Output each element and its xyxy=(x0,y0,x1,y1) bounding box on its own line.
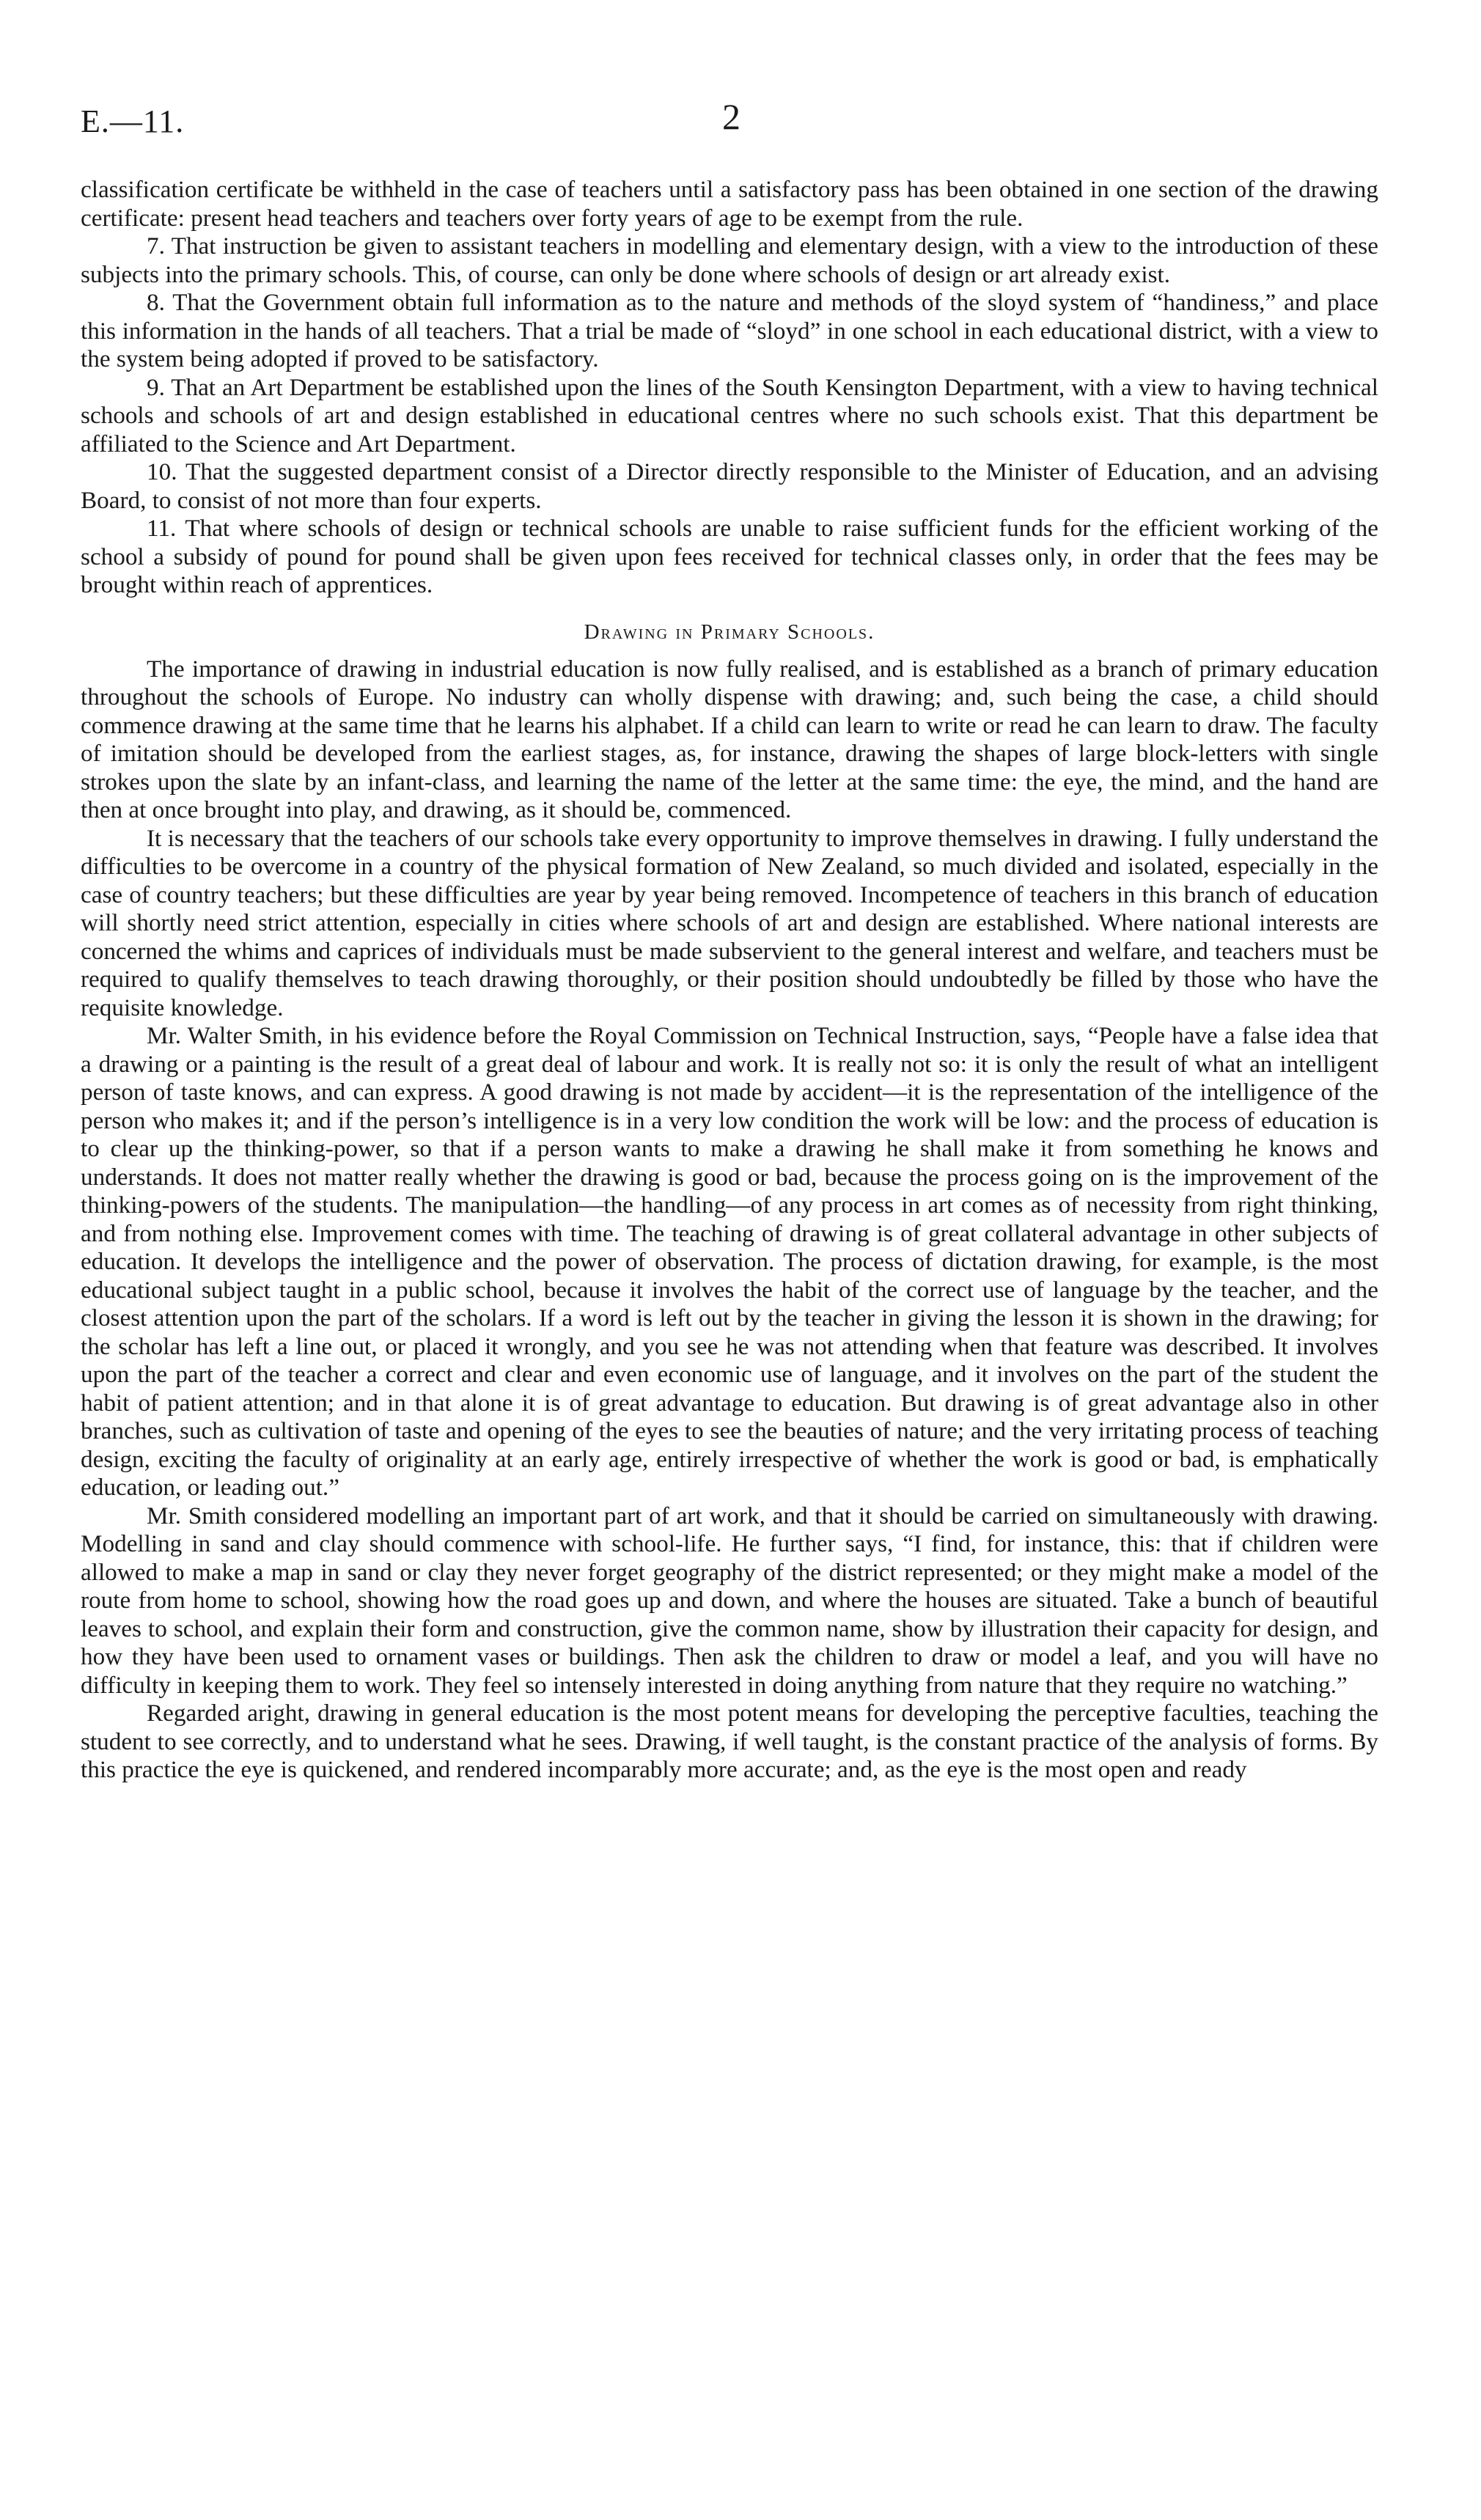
recommendation-continuation: classification certificate be withheld in the case of teachers until a satisfactory pass has been obtained in one section of the drawing certificate: present head teachers and teachers over forty years of age to be exempt from the rule. xyxy=(81,176,1378,232)
paragraph: Regarded aright, drawing in general education is the most potent means for developing the perceptive faculties, teaching the student to see correctly, and to understand what he sees. Drawing, if well taught, is the constant practice of the analysis of forms. By this practice the eye is quickened, and rendered incomparably more accurate; and, as the eye is the most open and ready xyxy=(81,1700,1378,1783)
recommendation-7: 7. That instruction be given to assistant teachers in modelling and elementary design, with a view to the introduction of these subjects into the primary schools. This, of course, can only be done where schools of design or art already exist. xyxy=(81,232,1378,288)
page-number: 2 xyxy=(722,96,740,137)
document-reference: E.—11. xyxy=(81,103,185,139)
recommendation-11: 11. That where schools of design or technical schools are unable to raise sufficient funds for the efficient working of the school a subsidy of pound for pound shall be given upon fees received for technical classes only, in order that the fees may be brought within reach of apprentices. xyxy=(81,515,1378,598)
recommendation-8: 8. That the Government obtain full information as to the nature and methods of the sloyd system of “handiness,” and place this information in the hands of all teachers. That a trial be made of “sloyd” in one school in each educational district, with a view to the system being adopted if proved to be satisfactory. xyxy=(81,289,1378,372)
document-body xyxy=(81,176,1378,1785)
paragraph: Mr. Smith considered modelling an important part of art work, and that it should be carried on simultaneously with drawing. Modelling in sand and clay should commence with school-life. He further says, “I find, for instance, this: that if children were allowed to make a map in sand or clay they never forget geography of the district represented; or they might make a model of the route from home to school, showing how the road goes up and down, and where the houses are situated. Take a bunch of beautiful leaves to school, and explain their form and construction, give the common name, show by illustration their capacity for design, and how they have been used to ornament vases or buildings. Then ask the children to draw or model a leaf, and you will have no difficulty in keeping them to work. They feel so intensely interested in doing anything from nature that they require no watching.” xyxy=(81,1502,1378,1699)
page-header xyxy=(81,95,1378,176)
paragraph: Mr. Walter Smith, in his evidence before the Royal Commission on Technical Instruction, says, “People have a false idea that a drawing or a painting is the result of a great deal of labour and work. It is really not so: it is only the result of what an intelligent person of taste knows, and can express. A good drawing is not made by accident—it is the representation of the intelligence of the person who makes it; and if the person’s intelligence is in a very low condition the work will be low: and the process of education is to clear up the thinking-power, so that if a person wants to make a drawing he shall make it from something he knows and understands. It does not matter really whether the drawing is good or bad, because the process going on is the improvement of the thinking-powers of the students. The manipulation—the handling—of any process in art comes as of necessity from right thinking, and from nothing else. Improvement comes with time. The teaching of drawing is of great collateral advantage in other subjects of education. It develops the intelligence and the power of observation. The process of dictation drawing, for example, is the most educational subject taught in a public school, because it involves the habit of the correct use of language by the teacher, and the closest attention upon the part of the scholars. If a word is left out by the teacher in giving the lesson it is shown in the drawing; for the scholar has left a line out, or placed it wrongly, and you see he was not attending when that feature was described. It involves upon the part of the teacher a correct and clear and even economic use of language, and it involves on the part of the student the habit of patient attention; and in that alone it is of great advantage to education. But drawing is of great advantage also in other branches, such as cultivation of taste and opening of the eyes to see the beauties of nature; and the very irritating process of teaching design, exciting the faculty of originality at an early age, entirely irrespective of whether the work is good or bad, is emphatically education, or leading out.” xyxy=(81,1022,1378,1501)
document-page xyxy=(81,95,1378,1785)
recommendation-10: 10. That the suggested department consist of a Director directly responsible to the Minister of Education, and an advising Board, to consist of not more than four experts. xyxy=(81,458,1378,514)
section-heading: Drawing in Primary Schools. xyxy=(584,620,875,644)
paragraph: The importance of drawing in industrial education is now fully realised, and is established as a branch of primary education throughout the schools of Europe. No industry can wholly dispense with drawing; and, such being the case, a child should commence drawing at the same time that he learns his alphabet. If a child can learn to write or read he can learn to draw. The faculty of imitation should be developed from the earliest stages, as, for instance, drawing the shapes of large block-letters with single strokes upon the slate by an infant-class, and learning the name of the letter at the same time: the eye, the mind, and the hand are then at once brought into play, and drawing, as it should be, commenced. xyxy=(81,655,1378,823)
paragraph: It is necessary that the teachers of our schools take every opportunity to improve themselves in drawing. I fully understand the difficulties to be overcome in a country of the physical formation of New Zealand, so much divided and isolated, especially in the case of country teachers; but these difficulties are year by year being removed. Incompetence of teachers in this branch of education will shortly need strict attention, especially in cities where schools of art and design are established. Where national interests are concerned the whims and caprices of individuals must be made subservient to the general interest and welfare, and teachers must be required to qualify themselves to teach drawing thoroughly, or their position should undoubtedly be filled by those who have the requisite knowledge. xyxy=(81,824,1378,1021)
recommendation-9: 9. That an Art Department be established upon the lines of the South Kensington Department, with a view to having technical schools and schools of art and design established in educational centres where no such schools exist. That this department be affiliated to the Science and Art Department. xyxy=(81,373,1378,458)
